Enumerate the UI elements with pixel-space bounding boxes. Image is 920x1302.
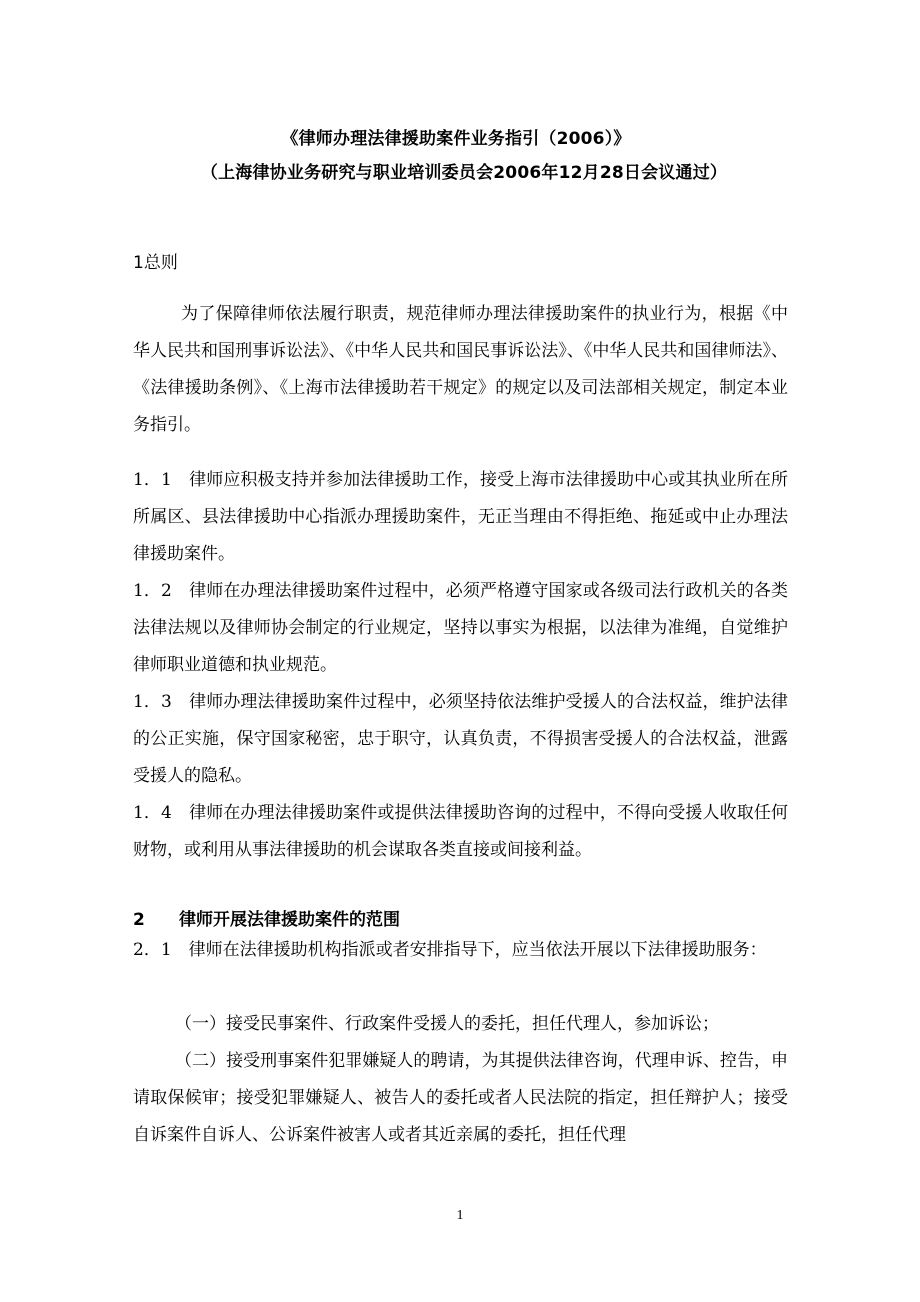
list-item-1: （一）接受民事案件、行政案件受援人的委托，担任代理人，参加诉讼； [175,1014,719,1034]
section-1-heading: 1总则 [133,253,178,273]
section-2-heading [133,905,400,930]
clause-1-3: 1．3 律师办理法律援助案件过程中，必须坚持依法维护受援人的合法权益，维护法律的公正实施，保守国家秘密，忠于职守，认真负责，不得损害受援人的合法权益，泄露受援人的隐私。 [133,692,788,786]
section-2-number: 2 [133,910,145,930]
document-subtitle: （上海律协业务研究与职业培训委员会2006年12月28日会议通过） [200,163,728,183]
document-title: 《律师办理法律援助案件业务指引（2006）》 [281,129,631,149]
list-item-2: （二）接受刑事案件犯罪嫌疑人的聘请，为其提供法律咨询，代理申诉、控告，申请取保候审；接受犯罪嫌疑人、被告人的委托或者人民法院的指定，担任辩护人；接受自诉案件自诉人、公诉案件被害人或者其近亲属的委托，担任代理 [133,1051,788,1145]
section-2-title: 律师开展法律援助案件的范围 [179,910,400,930]
clause-1-4: 1．4 律师在办理法律援助案件或提供法律援助咨询的过程中，不得向受援人收取任何财物，或利用从事法律援助的机会谋取各类直接或间接利益。 [133,803,788,860]
clause-1-1: 1．1 律师应积极支持并参加法律援助工作，接受上海市法律援助中心或其执业所在所所属区、县法律援助中心指派办理援助案件，无正当理由不得拒绝、拖延或中止办理法律援助案件。 [133,470,788,564]
clause-2-1: 2．1 律师在法律援助机构指派或者安排指导下，应当依法开展以下法律援助服务： [133,940,767,960]
page-number: 1 [456,1208,464,1223]
section-1-intro-paragraph: 为了保障律师依法履行职责，规范律师办理法律援助案件的执业行为，根据《中华人民共和国刑事诉讼法》、《中华人民共和国民事诉讼法》、《中华人民共和国律师法》、《法律援助条例》、《上海市法律援助若干规定》的规定以及司法部相关规定，制定本业务指引。 [133,304,788,435]
clause-1-2: 1．2 律师在办理法律援助案件过程中，必须严格遵守国家或各级司法行政机关的各类法律法规以及律师协会制定的行业规定，坚持以事实为根据，以法律为准绳，自觉维护律师职业道德和执业规范。 [133,581,788,675]
